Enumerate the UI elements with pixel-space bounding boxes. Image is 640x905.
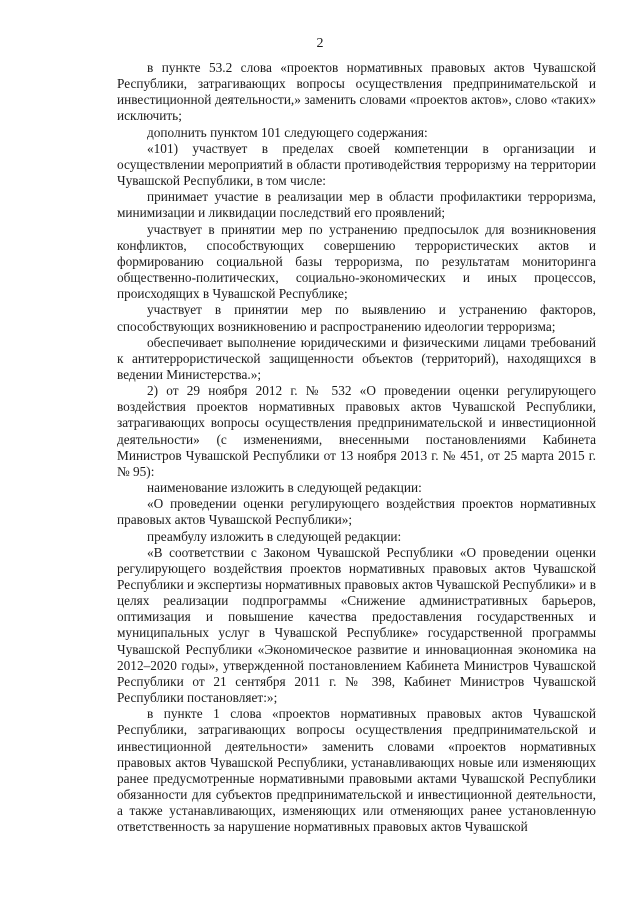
paragraph: «О проведении оценки регулирующего воздействия проектов нормативных правовых актов Чувашской Республики»; <box>117 496 596 528</box>
paragraph: в пункте 53.2 слова «проектов нормативных правовых актов Чувашской Республики, затрагивающих вопросы осуществления предпринимательской и инвестиционной деятельности,» заменить словами «проектов актов», слово «таких» исключить; <box>117 60 596 124</box>
page-number: 2 <box>316 36 324 51</box>
paragraph: участвует в принятии мер по устранению предпосылок для возникновения конфликтов, способствующих совершению террористических актов и формированию социальной базы терроризма, по результатам мониторинга общественно-политических, социально-экономических и иных процессов, происходящих в Чувашской Республике; <box>117 221 596 302</box>
paragraph: обеспечивает выполнение юридическими и физическими лицами требований к антитеррористической защищенности объектов (территорий), находящихся в ведении Министерства.»; <box>117 334 596 382</box>
paragraph: «101) участвует в пределах своей компетенции в организации и осуществлении мероприятий в области противодействия терроризму на территории Чувашской Республики, в том числе: <box>117 140 596 189</box>
document-body <box>117 60 596 836</box>
paragraph: дополнить пунктом 101 следующего содержания: <box>147 124 428 140</box>
paragraph: «В соответствии с Законом Чувашской Республики «О проведении оценки регулирующего воздействия проектов нормативных правовых актов Чувашской Республики и экспертизы нормативных правовых актов Чувашской Республики» и в целях реализации подпрограммы «Снижение административных барьеров, оптимизация и повышение качества предоставления государственных и муниципальных услуг в Чувашской Республике» государственной программы Чувашской Республики «Экономическое развитие и инновационная экономика на 2012–2020 годы», утвержденной постановлением Кабинета Министров Чувашской Республики от 21 сентября 2011 г. № 398, Кабинет Министров Чувашской Республики постановляет:»; <box>117 544 596 706</box>
paragraph: наименование изложить в следующей редакции: <box>147 480 422 496</box>
paragraph: в пункте 1 слова «проектов нормативных правовых актов Чувашской Республики, затрагивающих вопросы осуществления предпринимательской и инвестиционной деятельности» заменить словами «проектов нормативных правовых актов Чувашской Республики, устанавливающих новые или изменяющих ранее предусмотренные нормативными правовыми актами Чувашской Республики обязанности для субъектов предпринимательской и инвестиционной деятельности, а также устанавливающих, изменяющих или отменяющих ранее установленную ответственность за нарушение нормативных правовых актов Чувашской <box>117 706 596 835</box>
paragraph: преамбулу изложить в следующей редакции: <box>147 528 402 544</box>
paragraph: участвует в принятии мер по выявлению и устранению факторов, способствующих возникновению и распространению идеологии терроризма; <box>117 302 596 334</box>
paragraph: 2) от 29 ноября 2012 г. № 532 «О проведении оценки регулирующего воздействия проектов нормативных правовых актов Чувашской Республики, затрагивающих вопросы осуществления предпринимательской и инвестиционной деятельности» (с изменениями, внесенными постановлениями Кабинета Министров Чувашской Республики от 13 ноября 2013 г. № 451, от 25 марта 2015 г. № 95): <box>117 383 596 479</box>
paragraph: принимает участие в реализации мер в области профилактики терроризма, минимизации и ликвидации последствий его проявлений; <box>117 189 596 221</box>
